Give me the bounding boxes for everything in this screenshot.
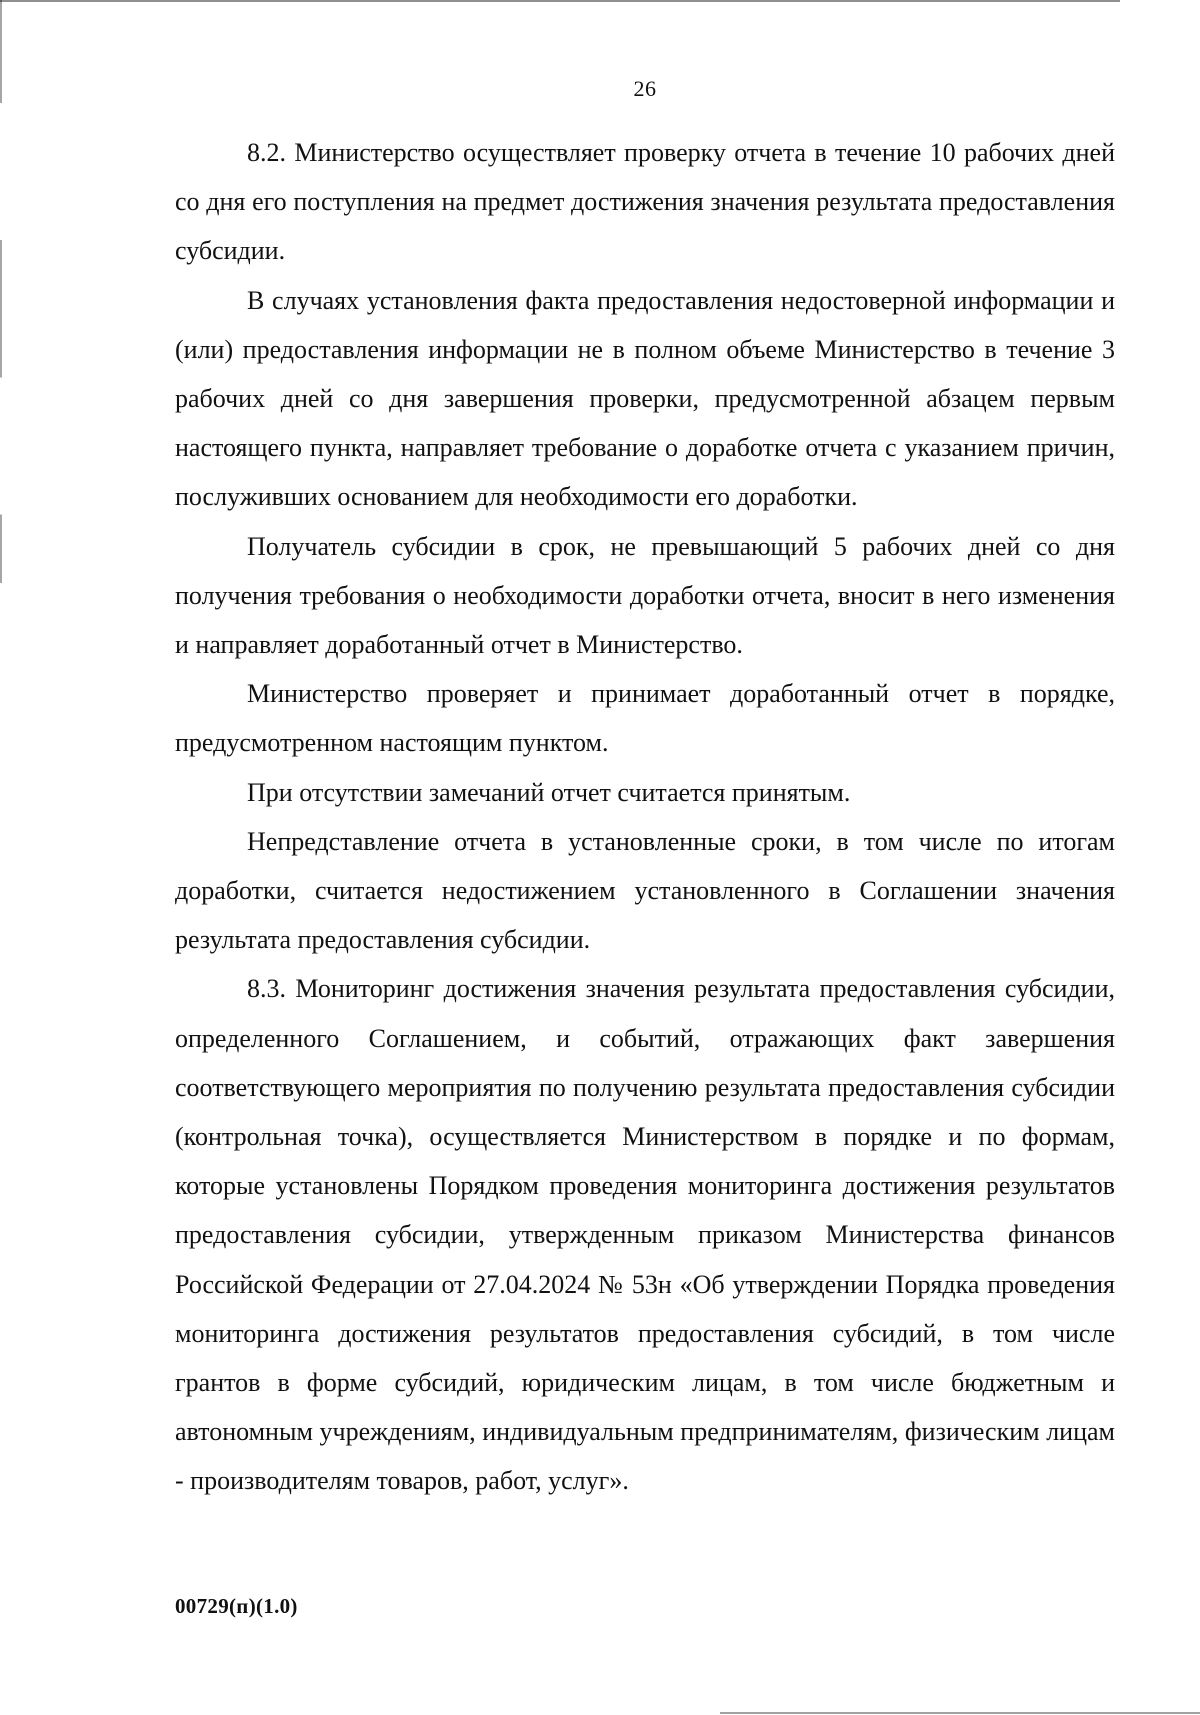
document-body [175, 128, 1115, 1506]
scan-edge-left [0, 0, 2, 1715]
paragraph-8-3: 8.3. Мониторинг достижения значения результата предоставления субсидии, определенного Соглашением, и событий, отражающих факт завершения соответствующего мероприятия по получению результата предоставления субсидии (контрольная точка), осуществляется Министерством в порядке и по формам, которые установлены Порядком проведения мониторинга достижения результатов предоставления субсидии, утвержденным приказом Министерства финансов Российской Федерации от 27.04.2024 № 53н «Об утверждении Порядка проведения мониторинга достижения результатов предоставления субсидий, в том числе грантов в форме субсидий, юридическим лицам, в том числе бюджетным и автономным учреждениям, индивидуальным предпринимателям, физическим лицам - производителям товаров, работ, услуг». [175, 974, 1115, 1496]
page-number: 26 [633, 76, 657, 101]
paragraph-8-2: 8.2. Министерство осуществляет проверку отчета в течение 10 рабочих дней со дня его поступления на предмет достижения значения результата предоставления субсидии. [175, 138, 1115, 266]
paragraph-no-remarks: При отсутствии замечаний отчет считается принятым. [247, 777, 851, 807]
paragraph-ministry-checks: Министерство проверяет и принимает доработанный отчет в порядке, предусмотренном настоящим пунктом. [175, 679, 1115, 758]
document-code: 00729(п)(1.0) [175, 1594, 298, 1618]
paragraph-non-submission: Непредставление отчета в установленные сроки, в том числе по итогам доработки, считается недостижением установленного в Соглашении значения результата предоставления субсидии. [175, 826, 1115, 955]
scan-edge-top [0, 0, 1120, 2]
paragraph-recipient-revision: Получатель субсидии в срок, не превышающий 5 рабочих дней со дня получения требования о необходимости доработки отчета, вносит в него изменения и направляет доработанный отчет в Министерство. [175, 531, 1115, 660]
scan-edge-bottom [720, 1712, 1200, 1714]
paragraph-inaccurate-info: В случаях установления факта предоставления недостоверной информации и (или) предоставления информации не в полном объеме Министерство в течение 3 рабочих дней со дня завершения проверки, предусмотренной абзацем первым настоящего пункта, направляет требование о доработке отчета с указанием причин, послуживших основанием для необходимости его доработки. [175, 285, 1115, 512]
